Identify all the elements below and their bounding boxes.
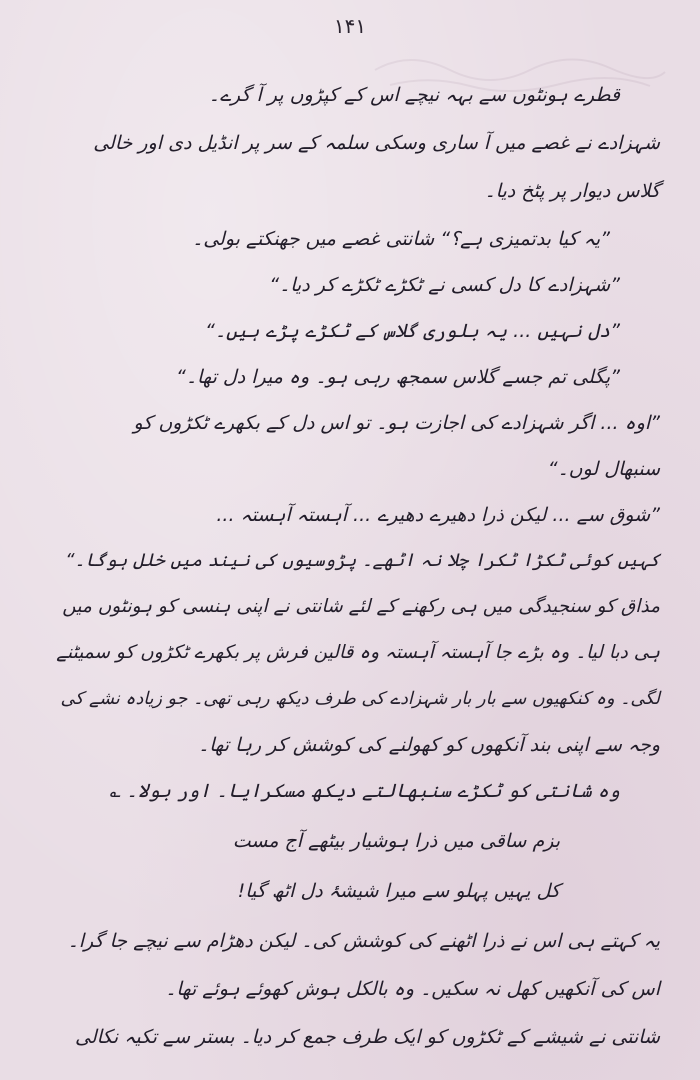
page-number: ۱۴۱: [333, 14, 367, 38]
text-line: قطرے ہونٹوں سے بہہ نیچے اس کے کپڑوں پر آ گرے۔: [208, 84, 620, 106]
text-line: مذاق کو سنجیدگی میں ہی رکھنے کے لئے شانتی نے اپنی ہنسی کو ہونٹوں میں: [62, 596, 660, 617]
text-line: لگی۔ وہ کنکھیوں سے بار بار شہزادے کی طرف دیکھ رہی تھی۔ جو زیادہ نشے کی: [60, 689, 660, 709]
text-line: ہی دبا لیا۔ وہ بڑے جا آہستہ آہستہ وہ قالین فرش پر بکھرے ٹکڑوں کو سمیٹنے: [56, 642, 660, 663]
text-line: گلاس دیوار پر پٹخ دیا۔: [484, 180, 660, 202]
text-line: شہزادے نے غصے میں آ ساری وسکی سلمہ کے سر پر انڈیل دی اور خالی: [93, 132, 660, 154]
text-line: ”دل نہیں ... یہ بلوری گلاس کے ٹکڑے پڑے ہیں۔“: [204, 320, 620, 342]
text-line: وہ شانتی کو ٹکڑے سنبھالتے دیکھ مسکرایا۔ اور بولا۔ ؎: [109, 780, 620, 802]
text-line: ”شوق سے ... لیکن ذرا دھیرے دھیرے ... آہستہ آہستہ ...: [216, 504, 660, 526]
text-line: ”اوہ ... اگر شہزادے کی اجازت ہو۔ تو اس دل کے بکھرے ٹکڑوں کو: [133, 412, 660, 434]
verse-line: بزم ساقی میں ذرا ہوشیار بیٹھے آج مست: [232, 830, 560, 852]
verse-line: کل یہیں پہلو سے میرا شیشۂ دل اٹھ گیا!: [237, 880, 560, 902]
text-line: سنبھال لوں۔“: [547, 458, 660, 480]
text-line: وجہ سے اپنی بند آنکھوں کو کھولنے کی کوشش کر رہا تھا۔: [198, 734, 660, 756]
text-line: کہیں کوئی ٹکڑا ٹکرا چلا نہ اٹھے۔ پڑوسیوں کی نیند میں خلل ہوگا۔“: [65, 550, 660, 571]
text-line: ”شہزادے کا دل کسی نے ٹکڑے ٹکڑے کر دیا۔“: [269, 274, 620, 296]
text-line: شانتی نے شیشے کے ٹکڑوں کو ایک طرف جمع کر دیا۔ بستر سے تکیہ نکالی: [75, 1026, 660, 1048]
text-line: ”یہ کیا بدتمیزی ہے؟“ شانتی غصے میں جھنکتے بولی۔: [192, 228, 610, 250]
text-line: یہ کہتے ہی اس نے ذرا اٹھنے کی کوشش کی۔ لیکن دھڑام سے نیچے جا گرا۔: [67, 930, 660, 952]
text-line: ”پگلی تم جسے گلاس سمجھ رہی ہو۔ وہ میرا دل تھا۔“: [176, 366, 620, 388]
text-line: اس کی آنکھیں کھل نہ سکیں۔ وہ بالکل ہوش کھوئے ہوئے تھا۔: [165, 978, 660, 1000]
